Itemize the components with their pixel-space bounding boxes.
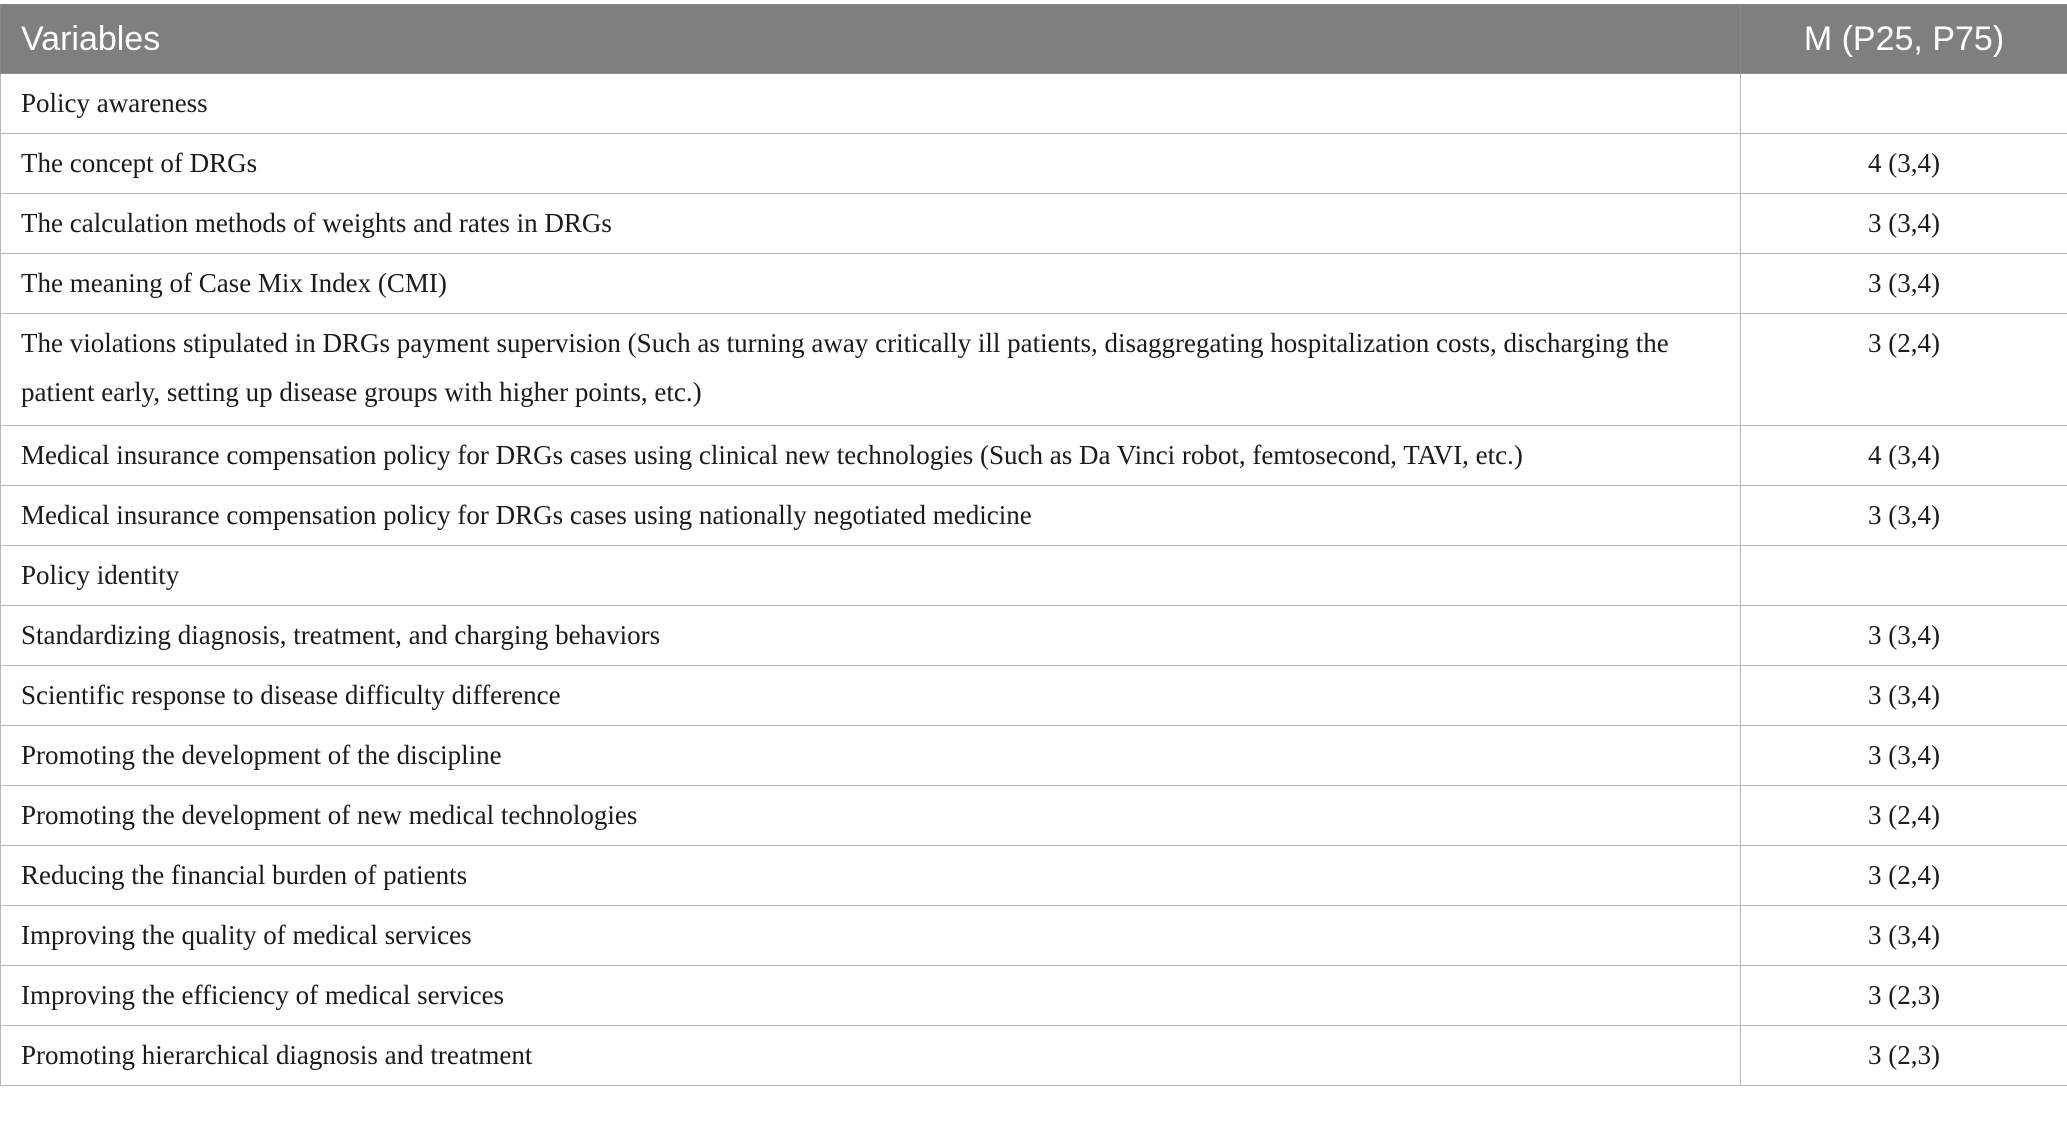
row-value: 3 (3,4) [1741, 194, 2067, 254]
row-label: Promoting the development of new medical technologies [1, 786, 1741, 846]
table-row [1, 194, 2067, 254]
table-row [1, 134, 2067, 194]
row-value: 4 (3,4) [1741, 134, 2067, 194]
row-value: 3 (3,4) [1741, 726, 2067, 786]
row-value: 3 (2,4) [1741, 314, 2067, 426]
row-value [1741, 546, 2067, 606]
row-value: 3 (2,3) [1741, 966, 2067, 1026]
row-value: 3 (3,4) [1741, 606, 2067, 666]
table-row [1, 966, 2067, 1026]
row-label: The violations stipulated in DRGs payment supervision (Such as turning away critically ill patients, disaggregating hospitalization costs, discharging the patient early, setting up disease groups with higher points, etc.) [1, 314, 1741, 426]
row-value: 3 (3,4) [1741, 486, 2067, 546]
row-label: The calculation methods of weights and rates in DRGs [1, 194, 1741, 254]
table-header-row [1, 5, 2067, 74]
row-value: 3 (2,4) [1741, 846, 2067, 906]
table-row [1, 426, 2067, 486]
table-row [1, 486, 2067, 546]
section-label-policy-identity: Policy identity [1, 546, 1741, 606]
table-row [1, 606, 2067, 666]
section-label-policy-awareness: Policy awareness [1, 74, 1741, 134]
table-row [1, 786, 2067, 846]
row-label: Standardizing diagnosis, treatment, and charging behaviors [1, 606, 1741, 666]
row-label: Reducing the financial burden of patients [1, 846, 1741, 906]
row-label: The meaning of Case Mix Index (CMI) [1, 254, 1741, 314]
row-label: Scientific response to disease difficulty difference [1, 666, 1741, 726]
row-label: Medical insurance compensation policy for DRGs cases using nationally negotiated medicine [1, 486, 1741, 546]
table-row [1, 726, 2067, 786]
data-table [0, 4, 2067, 1086]
row-value: 3 (3,4) [1741, 906, 2067, 966]
row-label: The concept of DRGs [1, 134, 1741, 194]
row-value: 3 (3,4) [1741, 666, 2067, 726]
table-row [1, 1026, 2067, 1086]
column-header-median: M (P25, P75) [1741, 5, 2067, 74]
row-value [1741, 74, 2067, 134]
column-header-variables: Variables [1, 5, 1741, 74]
row-label: Improving the quality of medical services [1, 906, 1741, 966]
table-row [1, 906, 2067, 966]
row-value: 3 (2,4) [1741, 786, 2067, 846]
table-row [1, 666, 2067, 726]
table-row [1, 546, 2067, 606]
row-value: 3 (3,4) [1741, 254, 2067, 314]
table-row [1, 846, 2067, 906]
table-row [1, 314, 2067, 426]
row-label: Medical insurance compensation policy for DRGs cases using clinical new technologies (Such as Da Vinci robot, femtosecond, TAVI, etc.) [1, 426, 1741, 486]
row-value: 3 (2,3) [1741, 1026, 2067, 1086]
data-table-container [0, 4, 2067, 1086]
table-row [1, 254, 2067, 314]
row-label: Promoting the development of the discipline [1, 726, 1741, 786]
table-row [1, 74, 2067, 134]
row-value: 4 (3,4) [1741, 426, 2067, 486]
row-label: Promoting hierarchical diagnosis and treatment [1, 1026, 1741, 1086]
row-label: Improving the efficiency of medical services [1, 966, 1741, 1026]
